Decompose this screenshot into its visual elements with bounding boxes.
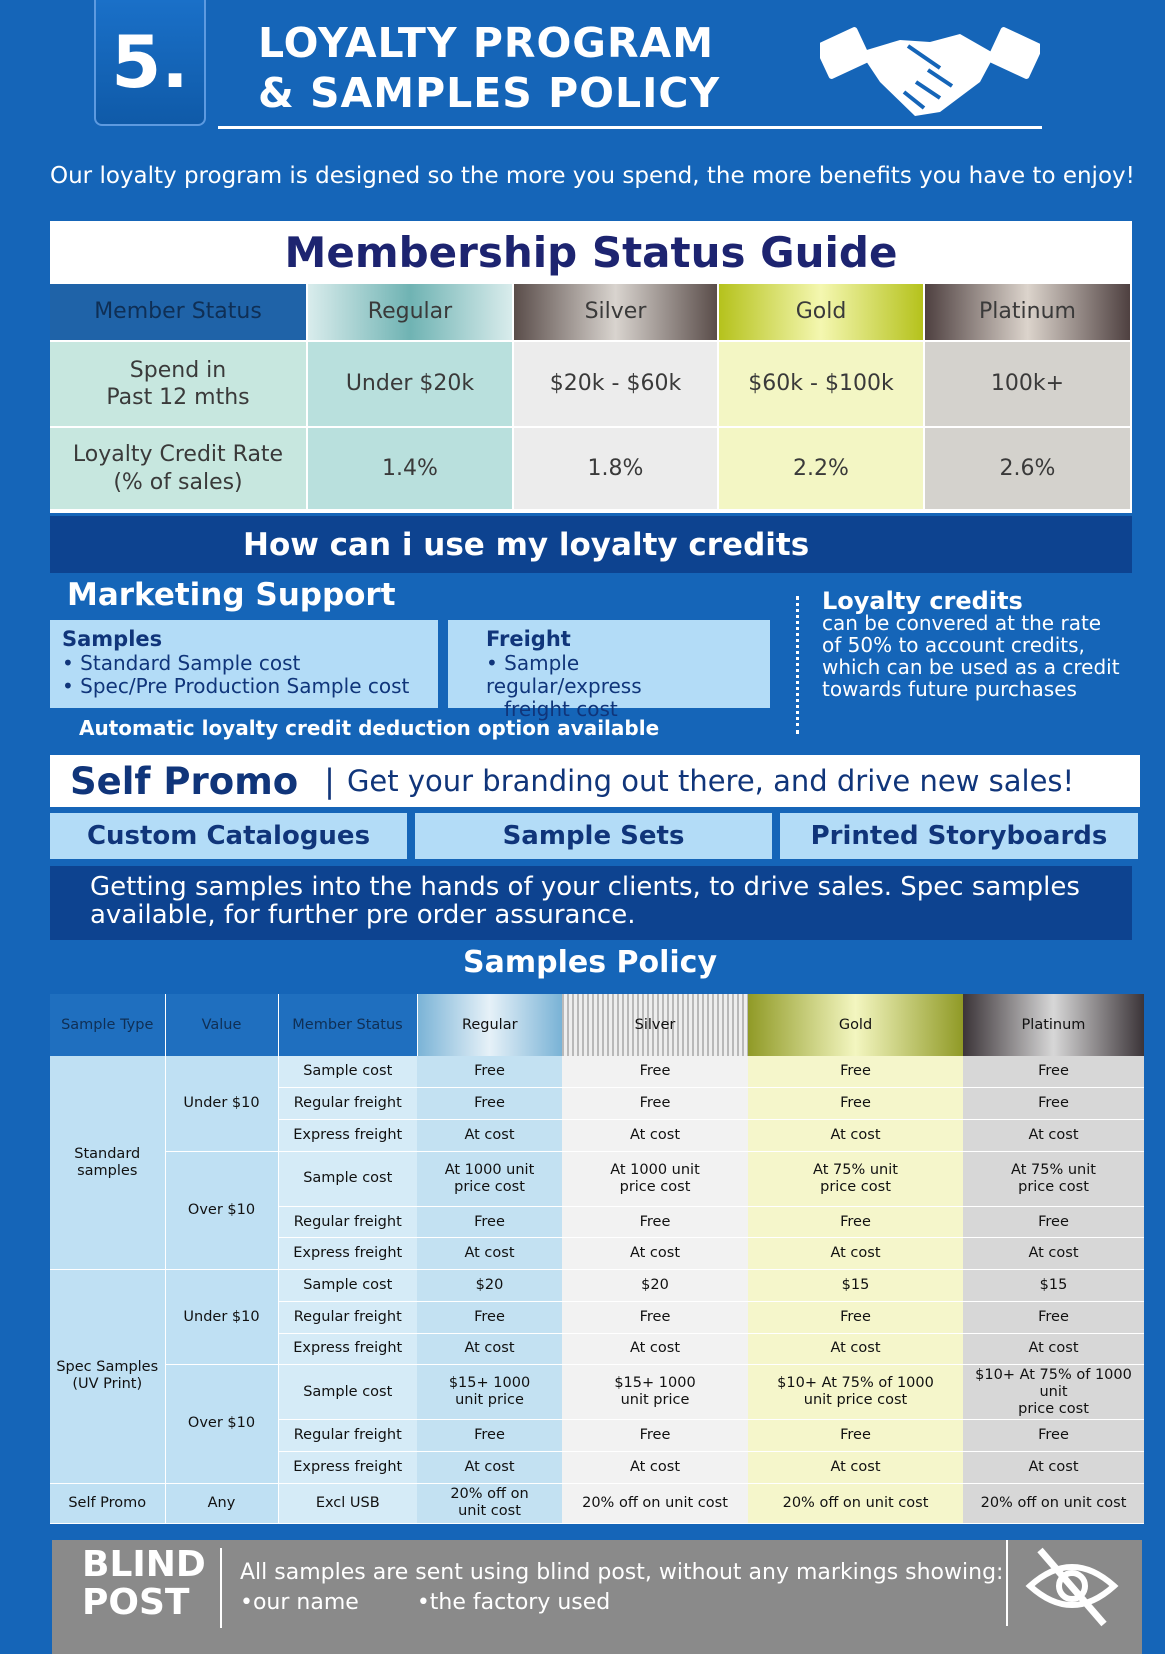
membership-header: Member Status [50,284,308,342]
policy-cell: At 1000 unit price cost [417,1151,562,1206]
policy-cell: $15 [748,1270,963,1302]
membership-cell: 2.2% [719,428,925,511]
loyalty-credits-note [822,587,1122,701]
policy-cell: 20% off on unit cost [562,1483,748,1523]
member-status-cell: Sample cost [278,1270,417,1302]
membership-title: Membership Status Guide [284,228,898,277]
member-status-cell: Excl USB [278,1483,417,1523]
policy-cell: Free [417,1206,562,1238]
value-cell: Any [165,1483,278,1523]
self-promo-separator: | [324,762,335,800]
membership-header: Silver [514,284,719,342]
self-promo-banner [50,755,1140,807]
policy-cell: At cost [562,1119,748,1151]
policy-cell: Free [562,1206,748,1238]
policy-cell: Free [963,1420,1144,1452]
samples-box-item: • Spec/Pre Production Sample cost [62,674,410,698]
policy-cell: $15+ 1000 unit price [417,1365,562,1420]
policy-header: Sample Type [50,994,165,1056]
value-cell: Over $10 [165,1151,278,1269]
blind-post-item: •our name [240,1590,359,1615]
policy-cell: At cost [417,1238,562,1270]
blind-post-title-line-2: POST [82,1582,190,1623]
eye-slash-icon [1022,1544,1122,1628]
policy-cell: Free [417,1301,562,1333]
divider [220,1548,222,1628]
policy-cell: Free [562,1420,748,1452]
value-cell: Under $10 [165,1270,278,1365]
policy-cell: At cost [417,1333,562,1365]
table-row [50,1270,1144,1302]
loyalty-credits-heading: How can i use my loyalty credits [50,516,1132,573]
member-status-cell: Regular freight [278,1206,417,1238]
membership-header: Platinum [925,284,1132,342]
policy-cell: $15 [963,1270,1144,1302]
policy-cell: 20% off on unit cost [748,1483,963,1523]
policy-header: Platinum [963,994,1144,1056]
policy-cell: Free [748,1206,963,1238]
table-row [50,1056,1144,1088]
policy-cell: At 75% unit price cost [748,1151,963,1206]
policy-cell: At cost [562,1333,748,1365]
policy-cell: At cost [963,1451,1144,1483]
policy-cell: At cost [748,1451,963,1483]
policy-cell: At cost [963,1119,1144,1151]
loyalty-credits-title: Loyalty credits [822,587,1023,615]
member-status-cell: Express freight [278,1119,417,1151]
table-row [50,1365,1144,1420]
policy-cell: Free [748,1420,963,1452]
divider [1006,1540,1008,1626]
membership-cell: Under $20k [308,342,514,428]
policy-cell: Free [963,1206,1144,1238]
samples-box [50,620,438,708]
freight-box [448,620,770,721]
membership-header: Gold [719,284,925,342]
samples-policy-title: Samples Policy [462,945,718,980]
membership-cell: 2.6% [925,428,1132,511]
policy-cell: Free [748,1088,963,1120]
policy-cell: Free [748,1056,963,1088]
policy-cell: Free [963,1301,1144,1333]
membership-cell: 1.8% [514,428,719,511]
policy-cell: At cost [748,1333,963,1365]
policy-cell: Free [417,1420,562,1452]
policy-cell: At cost [417,1451,562,1483]
member-status-cell: Sample cost [278,1365,417,1420]
marketing-support-title: Marketing Support [67,577,396,613]
policy-cell: At 1000 unit price cost [562,1151,748,1206]
member-status-cell: Regular freight [278,1088,417,1120]
policy-cell: 20% off on unit cost [963,1483,1144,1523]
freight-box-item: freight cost [504,697,618,721]
title-line-1: LOYALTY PROGRAM [258,19,715,67]
policy-header: Silver [562,994,748,1056]
member-status-cell: Express freight [278,1333,417,1365]
policy-cell: $15+ 1000 unit price [562,1365,748,1420]
freight-box-item: • Sample regular/express [486,651,642,698]
member-status-cell: Regular freight [278,1420,417,1452]
policy-header: Regular [417,994,562,1056]
policy-cell: Free [963,1088,1144,1120]
blind-post-item: •the factory used [416,1590,611,1615]
policy-header: Value [165,994,278,1056]
policy-cell: At cost [748,1119,963,1151]
policy-cell: At cost [417,1119,562,1151]
value-cell: Under $10 [165,1056,278,1151]
policy-header: Gold [748,994,963,1056]
policy-cell: Free [417,1088,562,1120]
policy-cell: Free [748,1301,963,1333]
membership-cell: 1.4% [308,428,514,511]
loyalty-credits-text: can be convered at the rate of 50% to account credits, which can be used as a credit towards future purchases [822,611,1120,701]
policy-cell: Free [963,1056,1144,1088]
policy-cell: At cost [748,1238,963,1270]
samples-policy-table [50,994,1144,1524]
member-status-cell: Express freight [278,1238,417,1270]
sample-type-cell: Standard samples [50,1056,165,1270]
section-number: 5. [94,0,206,126]
title-line-2: & SAMPLES POLICY [258,69,721,117]
samples-box-title: Samples [62,627,163,651]
category-printed-storyboards: Printed Storyboards [780,813,1138,859]
intro-text: Our loyalty program is designed so the more you spend, the more benefits you have to enjoy! [50,163,1135,189]
handshake-icon [820,12,1040,122]
sample-type-cell: Spec Samples (UV Print) [50,1270,165,1484]
policy-cell: At cost [562,1238,748,1270]
category-sample-sets: Sample Sets [415,813,772,859]
membership-row-label: Loyalty Credit Rate (% of sales) [50,428,308,511]
dotted-divider [796,596,800,734]
category-custom-catalogues: Custom Catalogues [50,813,407,859]
policy-cell: $20 [417,1270,562,1302]
policy-cell: At cost [562,1451,748,1483]
membership-cell: 100k+ [925,342,1132,428]
policy-cell: Free [417,1056,562,1088]
policy-cell: Free [562,1056,748,1088]
policy-header: Member Status [278,994,417,1056]
membership-status-guide [50,221,1132,513]
page-title [258,18,720,118]
samples-box-item: • Standard Sample cost [62,651,301,675]
blind-post-description: All samples are sent using blind post, without any markings showing: [240,1560,1004,1585]
table-row [50,1483,1144,1523]
blind-post-banner [52,1540,1142,1654]
policy-cell: At 75% unit price cost [963,1151,1144,1206]
blind-post-title-line-1: BLIND [82,1544,206,1585]
policy-cell: At cost [963,1238,1144,1270]
blind-post-text [240,1558,1003,1618]
member-status-cell: Sample cost [278,1151,417,1206]
policy-cell: 20% off on unit cost [417,1483,562,1523]
policy-cell: Free [562,1088,748,1120]
title-underline [218,126,1042,129]
membership-row-label: Spend in Past 12 mths [50,342,308,428]
membership-cell: $60k - $100k [719,342,925,428]
self-promo-description: Getting samples into the hands of your clients, to drive sales. Spec samples available, for further pre order assurance. [50,866,1132,940]
policy-cell: $20 [562,1270,748,1302]
auto-deduction-note: Automatic loyalty credit deduction option available [79,716,660,740]
policy-cell: At cost [963,1333,1144,1365]
table-row [50,1151,1144,1206]
freight-box-title: Freight [486,627,571,651]
membership-cell: $20k - $60k [514,342,719,428]
self-promo-tagline: Get your branding out there, and drive new sales! [346,764,1075,798]
member-status-cell: Sample cost [278,1056,417,1088]
value-cell: Over $10 [165,1365,278,1483]
member-status-cell: Regular freight [278,1301,417,1333]
member-status-cell: Express freight [278,1451,417,1483]
sample-type-cell: Self Promo [50,1483,165,1523]
policy-cell: $10+ At 75% of 1000 unit price cost [963,1365,1144,1420]
membership-header: Regular [308,284,514,342]
self-promo-title: Self Promo [70,759,299,803]
policy-cell: $10+ At 75% of 1000 unit price cost [748,1365,963,1420]
blind-post-title [82,1546,206,1622]
policy-cell: Free [562,1301,748,1333]
